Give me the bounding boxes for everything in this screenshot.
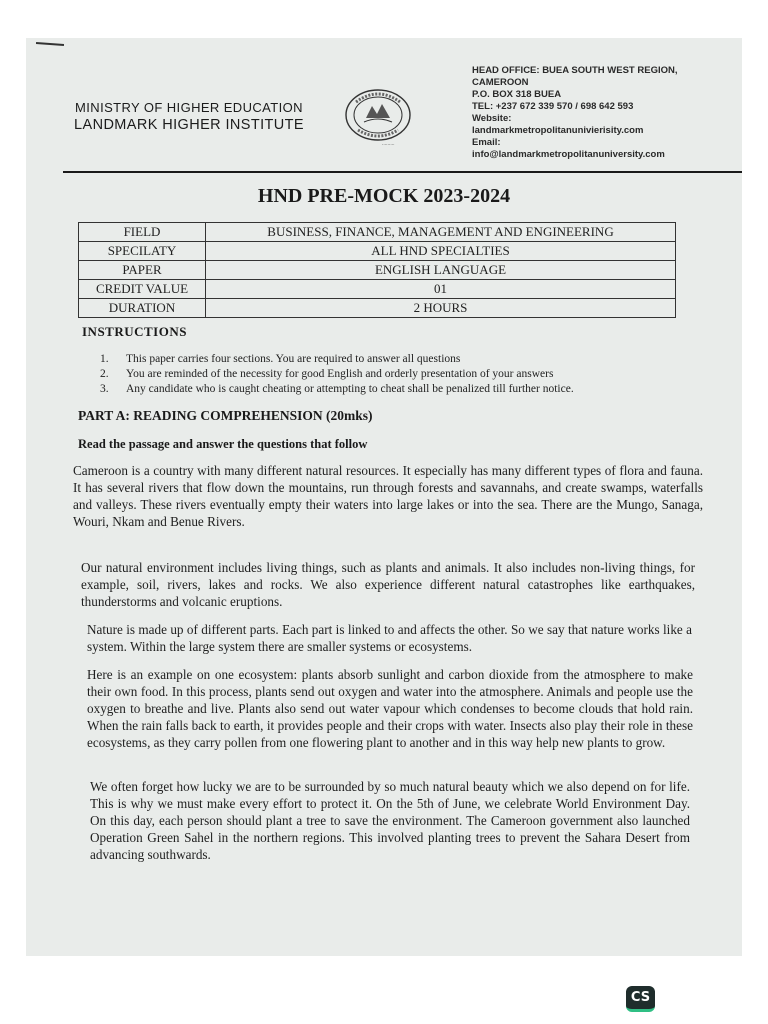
institute-logo bbox=[344, 88, 412, 142]
contact-line: Website: bbox=[472, 113, 512, 124]
list-item bbox=[100, 382, 700, 397]
instructions-list bbox=[100, 352, 700, 397]
list-item bbox=[100, 352, 700, 367]
table-row bbox=[79, 242, 676, 261]
row-label: PAPER bbox=[79, 261, 206, 280]
part-a-heading: PART A: READING COMPREHENSION (20mks) bbox=[78, 408, 373, 423]
contact-block bbox=[472, 65, 736, 161]
row-label: DURATION bbox=[79, 299, 206, 318]
row-label: CREDIT VALUE bbox=[79, 280, 206, 299]
list-item bbox=[100, 367, 700, 382]
item-number: 2. bbox=[100, 368, 109, 380]
contact-line: CAMEROON bbox=[472, 77, 529, 88]
item-text: Any candidate who is caught cheating or attempting to cheat shall be penalized till further notice. bbox=[126, 383, 574, 395]
contact-line: info@landmarkmetropolitanuniversity.com bbox=[472, 149, 665, 160]
contact-line: HEAD OFFICE: BUEA SOUTH WEST REGION, bbox=[472, 65, 678, 76]
exam-paper bbox=[26, 38, 742, 956]
exam-title: HND PRE-MOCK 2023-2024 bbox=[257, 185, 511, 207]
passage-paragraph: We often forget how lucky we are to be surrounded by so much natural beauty which we also depend on for life. This is why we must make every effort to protect it. On the 5th of June, we celebrate World Environment Day. On this day, each person should plant a tree to save the environment. The Cameroon government also launched Operation Green Sahel in the northern regions. This involved planting trees to prevent the Sahara Desert from advancing southwards. bbox=[90, 779, 690, 862]
row-value: 01 bbox=[206, 280, 676, 299]
table-row bbox=[79, 280, 676, 299]
item-text: This paper carries four sections. You are required to answer all questions bbox=[126, 353, 461, 365]
logo-motto: ......... bbox=[382, 141, 395, 147]
row-value: ALL HND SPECIALTIES bbox=[206, 242, 676, 261]
header-divider bbox=[63, 171, 742, 173]
item-number: 3. bbox=[100, 383, 109, 395]
institute-name: LANDMARK HIGHER INSTITUTE bbox=[74, 117, 304, 133]
passage-paragraph: Our natural environment includes living things, such as plants and animals. It also includes non-living things, for example, soil, rivers, lakes and rocks. We also experience different natural catastrophes like earthquakes, thunderstorms and volcanic eruptions. bbox=[81, 560, 695, 609]
camscanner-badge: CS bbox=[626, 986, 655, 1012]
contact-line: Email: bbox=[472, 137, 501, 148]
exam-info-table bbox=[78, 222, 676, 318]
row-value: 2 HOURS bbox=[206, 299, 676, 318]
item-number: 1. bbox=[100, 353, 109, 365]
ministry-name: MINISTRY OF HIGHER EDUCATION bbox=[75, 100, 303, 115]
table-row bbox=[79, 299, 676, 318]
item-text: You are reminded of the necessity for good English and orderly presentation of your answers bbox=[126, 368, 554, 380]
passage-paragraph: Cameroon is a country with many different natural resources. It especially has many different types of flora and fauna. It has several rivers that flow down the mountains, run through forests and savannahs, and create swamps, waterfalls and valleys. These rivers eventually empty their waters into large lakes or into the sea. There are the Mungo, Sanaga, Wouri, Nkam and Benue Rivers. bbox=[73, 463, 703, 529]
passage-paragraph: Nature is made up of different parts. Each part is linked to and affects the other. So we say that nature works like a system. Within the large system there are smaller systems or ecosystems. bbox=[87, 622, 692, 654]
passage-instruction: Read the passage and answer the questions that follow bbox=[78, 437, 368, 451]
ministry-block bbox=[64, 100, 314, 133]
contact-line: landmarkmetropolitanunivierisity.com bbox=[472, 125, 644, 136]
contact-line: P.O. BOX 318 BUEA bbox=[472, 89, 562, 100]
pen-mark bbox=[36, 42, 64, 46]
row-label: FIELD bbox=[79, 223, 206, 242]
row-label: SPECILATY bbox=[79, 242, 206, 261]
passage-paragraph: Here is an example on one ecosystem: plants absorb sunlight and carbon dioxide from the atmosphere to make their own food. In this process, plants send out oxygen and water into the atmosphere. Animals and people use the oxygen to breathe and live. Plants also send out water vapour which condenses to become clouds that hold rain. When the rain falls back to earth, it provides people and their crops with water. Insects also play their role in these ecosystems, as they carry pollen from one flowering plant to another and in this way help new plants to grow. bbox=[87, 667, 693, 750]
row-value: BUSINESS, FINANCE, MANAGEMENT AND ENGINEERING bbox=[206, 223, 676, 242]
row-value: ENGLISH LANGUAGE bbox=[206, 261, 676, 280]
instructions-heading: INSTRUCTIONS bbox=[82, 324, 187, 339]
table-row bbox=[79, 261, 676, 280]
table-row bbox=[79, 223, 676, 242]
contact-line: TEL: +237 672 339 570 / 698 642 593 bbox=[472, 101, 634, 112]
